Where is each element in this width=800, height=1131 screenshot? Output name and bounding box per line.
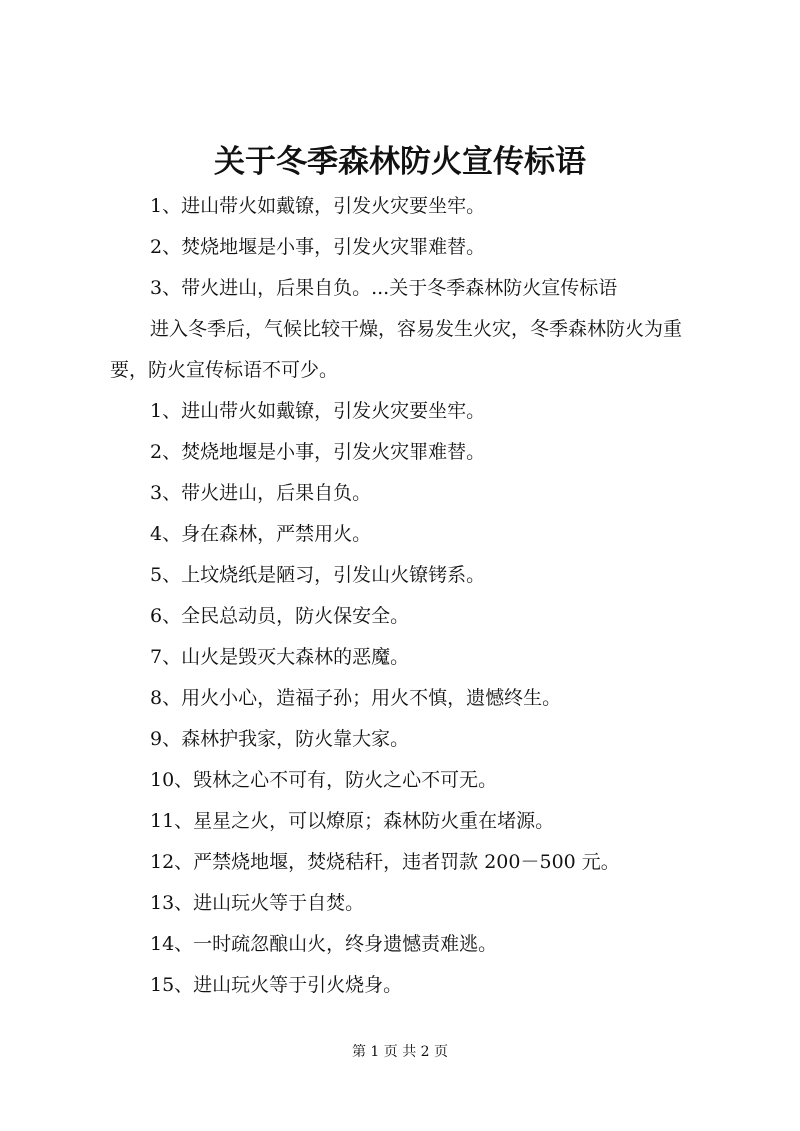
slogan-item: 1、进山带火如戴镣，引发火灾要坐牢。 bbox=[150, 400, 486, 422]
slogan-item: 6、全民总动员，防火保安全。 bbox=[150, 605, 410, 627]
slogan-item: 7、山火是毁灭大森林的恶魔。 bbox=[150, 646, 410, 668]
intro-item: 3、带火进山，后果自负。...关于冬季森林防火宣传标语 bbox=[150, 277, 618, 299]
document-title: 关于冬季森林防火宣传标语 bbox=[214, 144, 586, 180]
slogan-item: 13、进山玩火等于自焚。 bbox=[150, 892, 365, 914]
slogan-item: 12、严禁烧地堰，焚烧秸秆，违者罚款 200－500 元。 bbox=[150, 851, 620, 873]
page-number-footer: 第 1 页 共 2 页 bbox=[351, 1044, 449, 1060]
document-body bbox=[110, 186, 710, 1006]
intro-item: 2、焚烧地堰是小事，引发火灾罪难替。 bbox=[150, 236, 486, 258]
slogan-item: 10、毁林之心不可有，防火之心不可无。 bbox=[150, 769, 498, 791]
slogan-item: 15、进山玩火等于引火烧身。 bbox=[150, 974, 403, 996]
intro-paragraph: 进入冬季后，气候比较干燥，容易发生火灾，冬季森林防火为重要，防火宣传标语不可少。 bbox=[110, 318, 683, 381]
slogan-item: 4、身在森林，严禁用火。 bbox=[150, 523, 372, 545]
intro-item: 1、进山带火如戴镣，引发火灾要坐牢。 bbox=[150, 195, 486, 217]
slogan-item: 11、星星之火，可以燎原；森林防火重在堵源。 bbox=[150, 810, 555, 832]
slogan-item: 14、一时疏忽酿山火，终身遗憾责难逃。 bbox=[150, 933, 498, 955]
slogan-item: 5、上坟烧纸是陋习，引发山火镣铐系。 bbox=[150, 564, 486, 586]
slogan-item: 8、用火小心，造福子孙；用火不慎，遗憾终生。 bbox=[150, 687, 562, 709]
slogan-item: 2、焚烧地堰是小事，引发火灾罪难替。 bbox=[150, 441, 486, 463]
slogan-item: 9、森林护我家，防火靠大家。 bbox=[150, 728, 410, 750]
slogan-item: 3、带火进山，后果自负。 bbox=[150, 482, 372, 504]
